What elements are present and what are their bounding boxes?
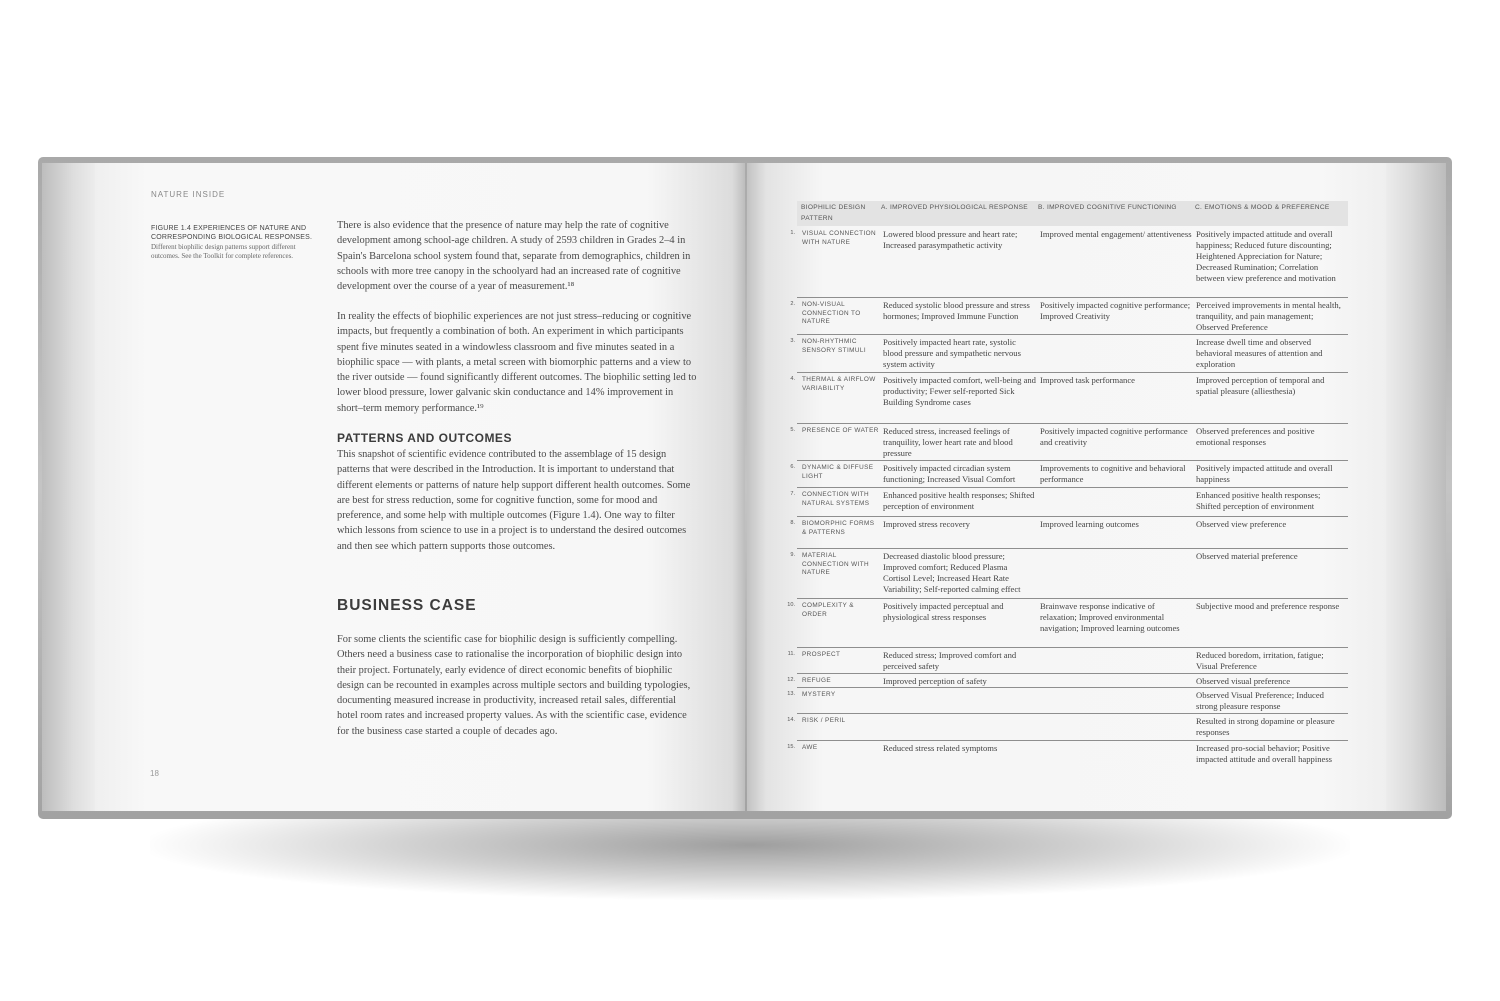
cell-emotions: Positively impacted attitude and overall happiness xyxy=(1196,463,1333,484)
row-divider xyxy=(797,673,1348,674)
row-number: 10. xyxy=(787,602,795,608)
row-divider xyxy=(797,647,1348,648)
cell-emotions: Perceived improvements in mental health, tranquility, and pain management; Observed Preference xyxy=(1196,300,1341,332)
cell-physiological: Positively impacted circadian system functioning; Increased Visual Comfort xyxy=(883,463,1016,484)
business-section xyxy=(337,597,697,615)
table-row xyxy=(783,226,1348,298)
cell-emotions: Observed visual preference xyxy=(1196,676,1291,686)
page-edges-right xyxy=(1386,163,1446,811)
row-divider xyxy=(797,516,1348,517)
figure-caption xyxy=(151,224,316,260)
row-number: 1. xyxy=(790,230,795,236)
table-row xyxy=(783,516,1348,548)
row-number: 4. xyxy=(790,376,795,382)
pattern-name: AWE xyxy=(802,744,818,751)
cell-cognitive: Brainwave response indicative of relaxation; Improved environmental navigation; Improved learning outcomes xyxy=(1040,601,1180,633)
cell-emotions: Subjective mood and preference response xyxy=(1196,601,1340,611)
patterns-body xyxy=(337,447,697,554)
table-row xyxy=(783,548,1348,598)
cell-emotions: Observed Visual Preference; Induced strong pleasure response xyxy=(1196,690,1324,711)
cell-emotions: Positively impacted attitude and overall happiness; Reduced future discounting; Heightened Appreciation for Nature; Decreased Rumination; Correlation between view preference and motivation xyxy=(1196,229,1336,283)
pattern-name: NON-VISUAL CONNECTION TO NATURE xyxy=(802,301,861,326)
row-number: 12. xyxy=(787,677,795,683)
row-divider xyxy=(797,687,1348,688)
pattern-name: MATERIAL CONNECTION WITH NATURE xyxy=(802,552,870,577)
row-number: 9. xyxy=(790,552,795,558)
row-number: 2. xyxy=(790,301,795,307)
cell-cognitive: Positively impacted cognitive performance and creativity xyxy=(1040,426,1188,447)
cell-emotions: Improved perception of temporal and spatial pleasure (alliesthesia) xyxy=(1196,375,1325,396)
row-number: 5. xyxy=(790,427,795,433)
pattern-name: MYSTERY xyxy=(802,691,836,698)
row-divider xyxy=(797,598,1348,599)
table-row xyxy=(783,423,1348,460)
row-divider xyxy=(797,460,1348,461)
paragraph-2: In reality the effects of biophilic experiences are not just stress–reducing or cognitive impacts, but frequently a combination of both. An experiment in which participants spent five minutes seated in a windowless classroom and five minutes seated in a biophilic space — with plants, a metal screen with biomorphic patterns and a view to the river outside — found significantly different outcomes. The biophilic setting led to lower blood pressure, lower galvanic skin conductance and 14% improvement in short–term memory performance.¹⁹ xyxy=(337,311,697,414)
cell-emotions: Enhanced positive health responses; Shifted perception of environment xyxy=(1196,490,1321,511)
cell-cognitive: Improved mental engagement/ attentiveness xyxy=(1040,229,1192,239)
row-number: 15. xyxy=(787,744,795,750)
row-number: 8. xyxy=(790,520,795,526)
body-paragraph xyxy=(337,309,697,416)
cell-emotions: Observed material preference xyxy=(1196,551,1298,561)
cell-physiological: Positively impacted perceptual and physiological stress responses xyxy=(883,601,1004,622)
cell-cognitive: Improved learning outcomes xyxy=(1040,519,1139,529)
cell-physiological: Enhanced positive health responses; Shifted perception of environment xyxy=(883,490,1035,511)
figure-caption-body: Different biophilic design patterns support different outcomes. See the Toolkit for complete references. xyxy=(151,243,296,260)
table-row xyxy=(783,487,1348,516)
row-divider xyxy=(797,548,1348,549)
page-number: 18 xyxy=(150,769,159,778)
cell-cognitive: Improvements to cognitive and behavioral performance xyxy=(1040,463,1186,484)
cell-physiological: Reduced systolic blood pressure and stress hormones; Improved Immune Function xyxy=(883,300,1030,321)
table-row xyxy=(783,673,1348,688)
figure-caption-title: FIGURE 1.4 EXPERIENCES OF NATURE AND CORRESPONDING BIOLOGICAL RESPONSES. xyxy=(151,225,313,241)
cell-physiological: Improved perception of safety xyxy=(883,676,987,686)
patterns-paragraph: This snapshot of scientific evidence contributed to the assemblage of 15 design patterns that were described in the Introduction. It is important to understand that different elements or patterns of nature help support different health outcomes. Some are best for stress reduction, some for cognitive function, some for mood and preference, and some help with multiple outcomes (Figure 1.4). One way to filter which lessons from science to use in a project is to understand the desired outcomes and then see which pattern supports those outcomes. xyxy=(337,449,691,552)
cell-emotions: Reduced boredom, irritation, fatigue; Visual Preference xyxy=(1196,650,1324,671)
table-header xyxy=(797,201,1348,226)
row-number: 3. xyxy=(790,338,795,344)
patterns-heading: PATTERNS AND OUTCOMES xyxy=(337,431,512,445)
pattern-name: THERMAL & AIRFLOW VARIABILITY xyxy=(802,376,876,392)
row-number: 13. xyxy=(787,691,795,697)
pattern-name: RISK / PERIL xyxy=(802,717,846,724)
pattern-name: PRESENCE OF WATER xyxy=(802,427,879,434)
pattern-name: COMPLEXITY & ORDER xyxy=(802,602,854,618)
cell-emotions: Observed preferences and positive emotional responses xyxy=(1196,426,1315,447)
row-divider xyxy=(797,713,1348,714)
business-heading: BUSINESS CASE xyxy=(337,597,477,614)
cell-physiological: Decreased diastolic blood pressure; Improved comfort; Reduced Plasma Cortisol Level; Increased Heart Rate Variability; Self-reported calming effect xyxy=(883,551,1021,594)
table-row xyxy=(783,598,1348,647)
cell-physiological: Positively impacted comfort, well-being and productivity; Fewer self-reported Sick Building Syndrome cases xyxy=(883,375,1036,407)
cell-emotions: Resulted in strong dopamine or pleasure responses xyxy=(1196,716,1335,737)
pattern-name: CONNECTION WITH NATURAL SYSTEMS xyxy=(802,491,870,507)
table-row xyxy=(783,334,1348,372)
table-row xyxy=(783,740,1348,780)
pattern-name: PROSPECT xyxy=(802,651,841,658)
row-divider xyxy=(797,372,1348,373)
row-divider xyxy=(797,423,1348,424)
header-physiological: A. IMPROVED PHYSIOLOGICAL RESPONSE xyxy=(881,204,1028,211)
row-divider xyxy=(797,740,1348,741)
business-paragraph: For some clients the scientific case for biophilic design is sufficiently compelling. Others need a business case to rationalise the incorporation of biophilic design into their project. Fortunately, early evidence of direct economic benefits of biophilic design can be recounted in examples across multiple sectors and building typologies, documenting measured increase in productivity, increased retail sales, differential hotel room rates and increased property values. As with the scientific case, evidence for the business case started a couple of decades ago. xyxy=(337,634,691,737)
pattern-name: REFUGE xyxy=(802,677,832,684)
business-body xyxy=(337,632,697,739)
cell-emotions: Increase dwell time and observed behavioral measures of attention and exploration xyxy=(1196,337,1323,369)
table-row xyxy=(783,297,1348,335)
row-number: 6. xyxy=(790,464,795,470)
cell-cognitive: Improved task performance xyxy=(1040,375,1135,385)
cell-physiological: Reduced stress related symptoms xyxy=(883,743,998,753)
cell-physiological: Lowered blood pressure and heart rate; Increased parasympathetic activity xyxy=(883,229,1018,250)
table-row xyxy=(783,687,1348,713)
header-pattern: BIOPHILIC DESIGN PATTERN xyxy=(801,204,866,222)
paragraph-1: There is also evidence that the presence of nature may help the rate of cognitive development among school-age children. A study of 2593 children in Grades 2–4 in Spain's Barcelona school system found that, separate from demographics, children in schools with more tree canopy in the schoolyard had an increased rate of cognitive development over the course of a year of measurement.¹⁸ xyxy=(337,220,691,293)
cell-emotions: Observed view preference xyxy=(1196,519,1287,529)
header-cognitive: B. IMPROVED COGNITIVE FUNCTIONING xyxy=(1038,204,1177,211)
pattern-name: NON-RHYTHMIC SENSORY STIMULI xyxy=(802,338,867,354)
table-row xyxy=(783,647,1348,673)
pattern-name: DYNAMIC & DIFFUSE LIGHT xyxy=(802,464,874,480)
row-divider xyxy=(797,334,1348,335)
cell-physiological: Positively impacted heart rate, systolic blood pressure and sympathetic nervous system activity xyxy=(883,337,1021,369)
cell-physiological: Reduced stress; Improved comfort and perceived safety xyxy=(883,650,1017,671)
table-row xyxy=(783,713,1348,740)
cell-emotions: Increased pro-social behavior; Positive impacted attitude and overall happiness xyxy=(1196,743,1333,764)
row-number: 7. xyxy=(790,491,795,497)
patterns-section xyxy=(337,431,697,445)
table-row xyxy=(783,372,1348,423)
row-number: 11. xyxy=(787,651,795,657)
running-head: NATURE INSIDE xyxy=(151,190,226,199)
header-emotions: C. EMOTIONS & MOOD & PREFERENCE xyxy=(1195,204,1330,211)
cell-physiological: Improved stress recovery xyxy=(883,519,970,529)
pattern-name: BIOMORPHIC FORMS & PATTERNS xyxy=(802,520,875,536)
row-divider xyxy=(797,487,1348,488)
cell-cognitive: Positively impacted cognitive performance; Improved Creativity xyxy=(1040,300,1191,321)
pattern-name: VISUAL CONNECTION WITH NATURE xyxy=(802,230,877,246)
row-number: 14. xyxy=(787,717,795,723)
page-edges-left xyxy=(42,163,95,811)
table-row xyxy=(783,460,1348,488)
body-paragraph xyxy=(337,218,697,294)
row-divider xyxy=(797,297,1348,298)
cell-physiological: Reduced stress, increased feelings of tranquility, lower heart rate and blood pressure xyxy=(883,426,1013,458)
